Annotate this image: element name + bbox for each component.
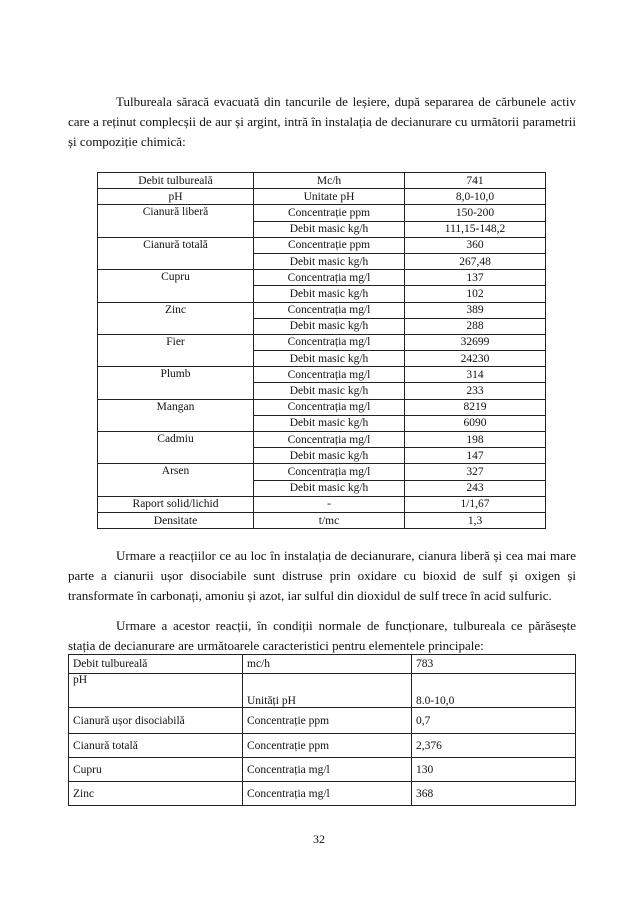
parameter-unit: Concentrația mg/l xyxy=(254,302,405,318)
table-row xyxy=(98,399,546,415)
characteristic-value: 783 xyxy=(412,655,576,674)
table-row xyxy=(98,432,546,448)
reactions-paragraph: Urmare a reacțiilor ce au loc în instalația de decianurare, cianura liberă și cea mai mare parte a cianurii ușor disociabile sunt distruse prin oxidare cu bioxid de sulf și oxigen și transformate în carbonați, amoniu și azot, iar sulful din dioxidul de sulf trece în acid sulfuric. xyxy=(68,548,576,603)
characteristic-value: 0,7 xyxy=(412,708,576,734)
parameter-unit: Debit masic kg/h xyxy=(254,318,405,334)
parameter-value: 8219 xyxy=(405,399,546,415)
parameter-value: 1,3 xyxy=(405,512,546,528)
parameter-unit: Debit masic kg/h xyxy=(254,480,405,496)
parameter-unit: Mc/h xyxy=(254,173,405,189)
parameter-unit: Unitate pH xyxy=(254,189,405,205)
parameter-value: 1/1,67 xyxy=(405,496,546,512)
table-row xyxy=(98,302,546,318)
characteristic-name: Zinc xyxy=(69,782,243,806)
parameter-value: 198 xyxy=(405,432,546,448)
parameter-value: 24230 xyxy=(405,351,546,367)
parameter-unit: - xyxy=(254,496,405,512)
parameter-unit: Debit masic kg/h xyxy=(254,351,405,367)
parameter-value: 288 xyxy=(405,318,546,334)
page-number: 32 xyxy=(313,832,325,846)
parameter-value: 233 xyxy=(405,383,546,399)
parameter-value: 6090 xyxy=(405,415,546,431)
parameter-unit: Concentrația mg/l xyxy=(254,270,405,286)
table-row xyxy=(69,655,576,674)
parameter-label: Cupru xyxy=(98,270,254,302)
parameter-value: 150-200 xyxy=(405,205,546,221)
parameter-value: 102 xyxy=(405,286,546,302)
parameter-label: Zinc xyxy=(98,302,254,334)
parameter-unit: Debit masic kg/h xyxy=(254,415,405,431)
parameter-label: Cianură totală xyxy=(98,237,254,269)
parameter-label: Debit tulbureală xyxy=(98,173,254,189)
characteristic-unit: Concentrația mg/l xyxy=(243,782,412,806)
parameter-unit: t/mc xyxy=(254,512,405,528)
table-row xyxy=(98,270,546,286)
parameter-value: 147 xyxy=(405,448,546,464)
parameter-label: pH xyxy=(98,189,254,205)
characteristic-name: Cupru xyxy=(69,758,243,782)
table-row xyxy=(69,782,576,806)
characteristic-name: Debit tulbureală xyxy=(69,655,243,674)
parameter-label: Arsen xyxy=(98,464,254,496)
characteristic-value: 130 xyxy=(412,758,576,782)
parameter-value: 314 xyxy=(405,367,546,383)
parameter-value: 267,48 xyxy=(405,253,546,269)
characteristic-value: 8.0-10,0 xyxy=(412,674,576,708)
table-row xyxy=(69,734,576,758)
parameter-label: Raport solid/lichid xyxy=(98,496,254,512)
parameter-label: Plumb xyxy=(98,367,254,399)
parameter-label: Cianură liberă xyxy=(98,205,254,237)
output-characteristics-table xyxy=(68,654,576,806)
characteristic-value: 368 xyxy=(412,782,576,806)
parameter-value: 137 xyxy=(405,270,546,286)
parameter-value: 741 xyxy=(405,173,546,189)
characteristic-name: pH xyxy=(69,674,243,708)
characteristic-name: Cianură ușor disociabilă xyxy=(69,708,243,734)
table-row xyxy=(98,496,546,512)
table-row xyxy=(98,464,546,480)
parameter-value: 8,0-10,0 xyxy=(405,189,546,205)
input-parameters-table xyxy=(97,172,546,529)
characteristic-unit: Unități pH xyxy=(243,674,412,708)
parameter-unit: Concentrație ppm xyxy=(254,237,405,253)
parameter-unit: Debit masic kg/h xyxy=(254,286,405,302)
table-row xyxy=(98,512,546,528)
parameter-unit: Debit masic kg/h xyxy=(254,253,405,269)
parameter-unit: Concentrația mg/l xyxy=(254,367,405,383)
parameter-value: 360 xyxy=(405,237,546,253)
table-row xyxy=(98,173,546,189)
parameter-label: Fier xyxy=(98,334,254,366)
parameter-label: Mangan xyxy=(98,399,254,431)
table-row xyxy=(69,674,576,708)
output-intro-paragraph: Urmare a acestor reacții, în condiții normale de funcționare, tulbureala ce părăsește stația de decianurare are următoarele caracteristici pentru elementele principale: xyxy=(68,618,576,653)
parameter-unit: Concentrație ppm xyxy=(254,205,405,221)
parameter-value: 389 xyxy=(405,302,546,318)
characteristic-value: 2,376 xyxy=(412,734,576,758)
parameter-unit: Debit masic kg/h xyxy=(254,383,405,399)
table-row xyxy=(98,334,546,350)
table-row xyxy=(98,189,546,205)
characteristic-name: Cianură totală xyxy=(69,734,243,758)
table-row xyxy=(69,758,576,782)
table-row xyxy=(69,708,576,734)
parameter-value: 32699 xyxy=(405,334,546,350)
characteristic-unit: Concentrație ppm xyxy=(243,708,412,734)
parameter-unit: Debit masic kg/h xyxy=(254,448,405,464)
table-row xyxy=(98,237,546,253)
characteristic-unit: mc/h xyxy=(243,655,412,674)
table-row xyxy=(98,367,546,383)
intro-paragraph: Tulbureala săracă evacuată din tancurile de leșiere, după separarea de cărbunele activ care a reținut complecșii de aur și argint, intră în instalația de decianurare cu următorii parametrii și compoziție chimică: xyxy=(68,94,576,149)
parameter-value: 111,15-148,2 xyxy=(405,221,546,237)
parameter-unit: Debit masic kg/h xyxy=(254,221,405,237)
parameter-unit: Concentrația mg/l xyxy=(254,399,405,415)
parameter-value: 243 xyxy=(405,480,546,496)
parameter-label: Densitate xyxy=(98,512,254,528)
parameter-value: 327 xyxy=(405,464,546,480)
characteristic-unit: Concentrație ppm xyxy=(243,734,412,758)
characteristic-unit: Concentrația mg/l xyxy=(243,758,412,782)
parameter-unit: Concentrația mg/l xyxy=(254,334,405,350)
table-row xyxy=(98,205,546,221)
parameter-label: Cadmiu xyxy=(98,432,254,464)
parameter-unit: Concentrația mg/l xyxy=(254,464,405,480)
parameter-unit: Concentrația mg/l xyxy=(254,432,405,448)
